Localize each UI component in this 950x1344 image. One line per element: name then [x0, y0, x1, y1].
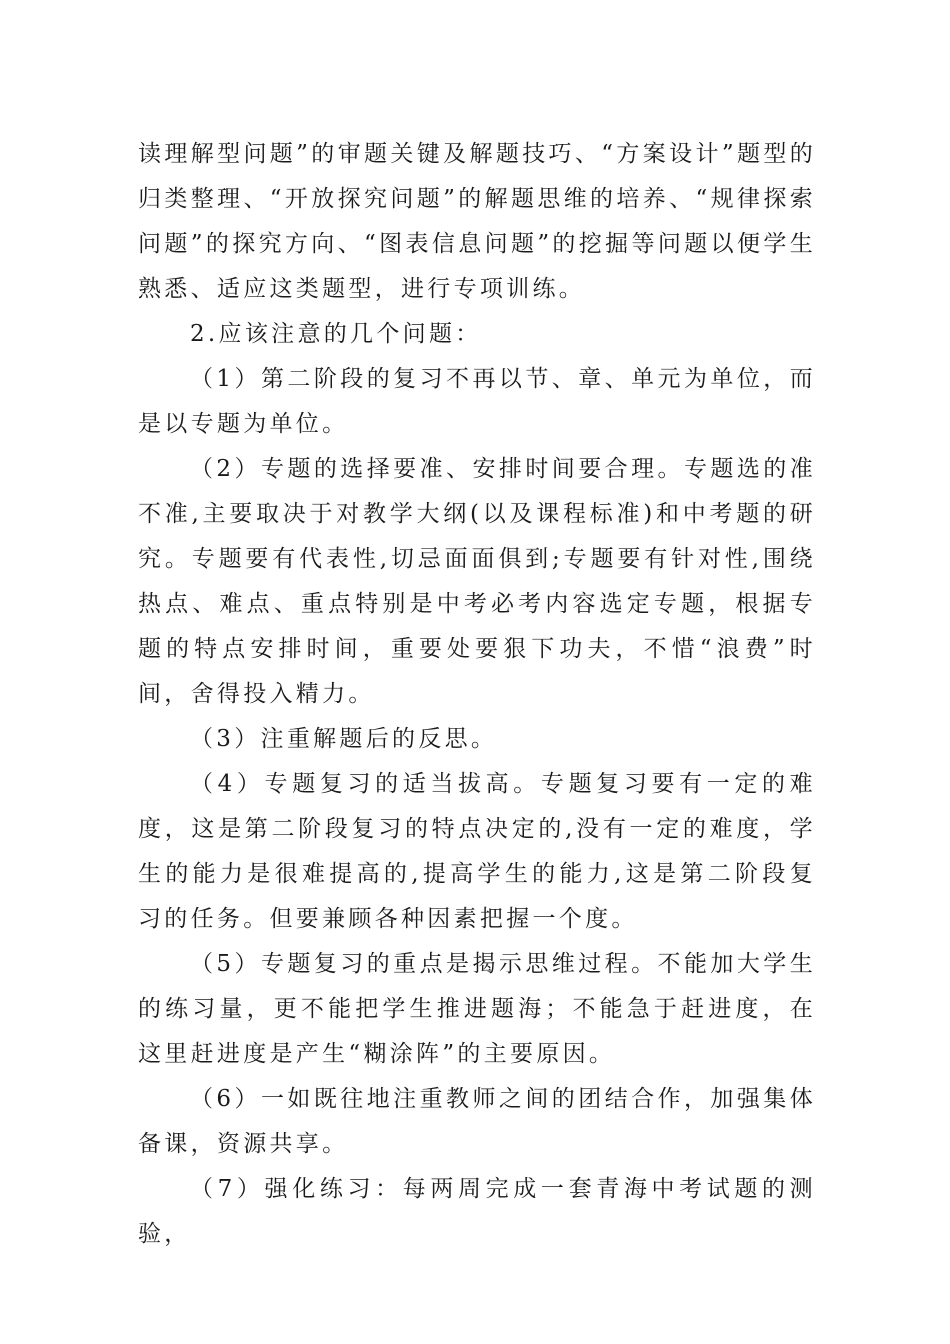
paragraph-9: （7）强化练习：每两周完成一套青海中考试题的测验，: [138, 1176, 816, 1247]
paragraph-4: （2）专题的选择要准、安排时间要合理。专题选的准不准,主要取决于对教学大纲(以及课程标准)和中考题的研究。专题要有代表性,切忌面面俱到;专题要有针对性,围绕热点、难点、重点特别是中考必考内容选定专题，根据专题的特点安排时间，重要处要狠下功夫，不惜“浪费”时间，舍得投入精力。: [138, 456, 816, 707]
paragraph-8: （6）一如既往地注重教师之间的团结合作，加强集体备课，资源共享。: [138, 1086, 816, 1157]
paragraph-1: 读理解型问题”的审题关键及解题技巧、“方案设计”题型的归类整理、“开放探究问题”的解题思维的培养、“规律探索问题”的探究方向、“图表信息问题”的挖掘等问题以便学生熟悉、适应这类题型，进行专项训练。: [138, 141, 816, 302]
paragraph-2: 2.应该注意的几个问题：: [190, 321, 482, 347]
paragraph-6: （4）专题复习的适当拔高。专题复习要有一定的难度，这是第二阶段复习的特点决定的,没有一定的难度，学生的能力是很难提高的,提高学生的能力,这是第二阶段复习的任务。但要兼顾各种因素把握一个度。: [138, 771, 816, 932]
paragraph-5: （3）注重解题后的反思。: [190, 726, 498, 752]
document-body: [138, 132, 816, 1257]
paragraph-3: （1）第二阶段的复习不再以节、章、单元为单位，而是以专题为单位。: [138, 366, 816, 437]
paragraph-7: （5）专题复习的重点是揭示思维过程。不能加大学生的练习量，更不能把学生推进题海；不能急于赶进度，在这里赶进度是产生“糊涂阵”的主要原因。: [138, 951, 816, 1067]
